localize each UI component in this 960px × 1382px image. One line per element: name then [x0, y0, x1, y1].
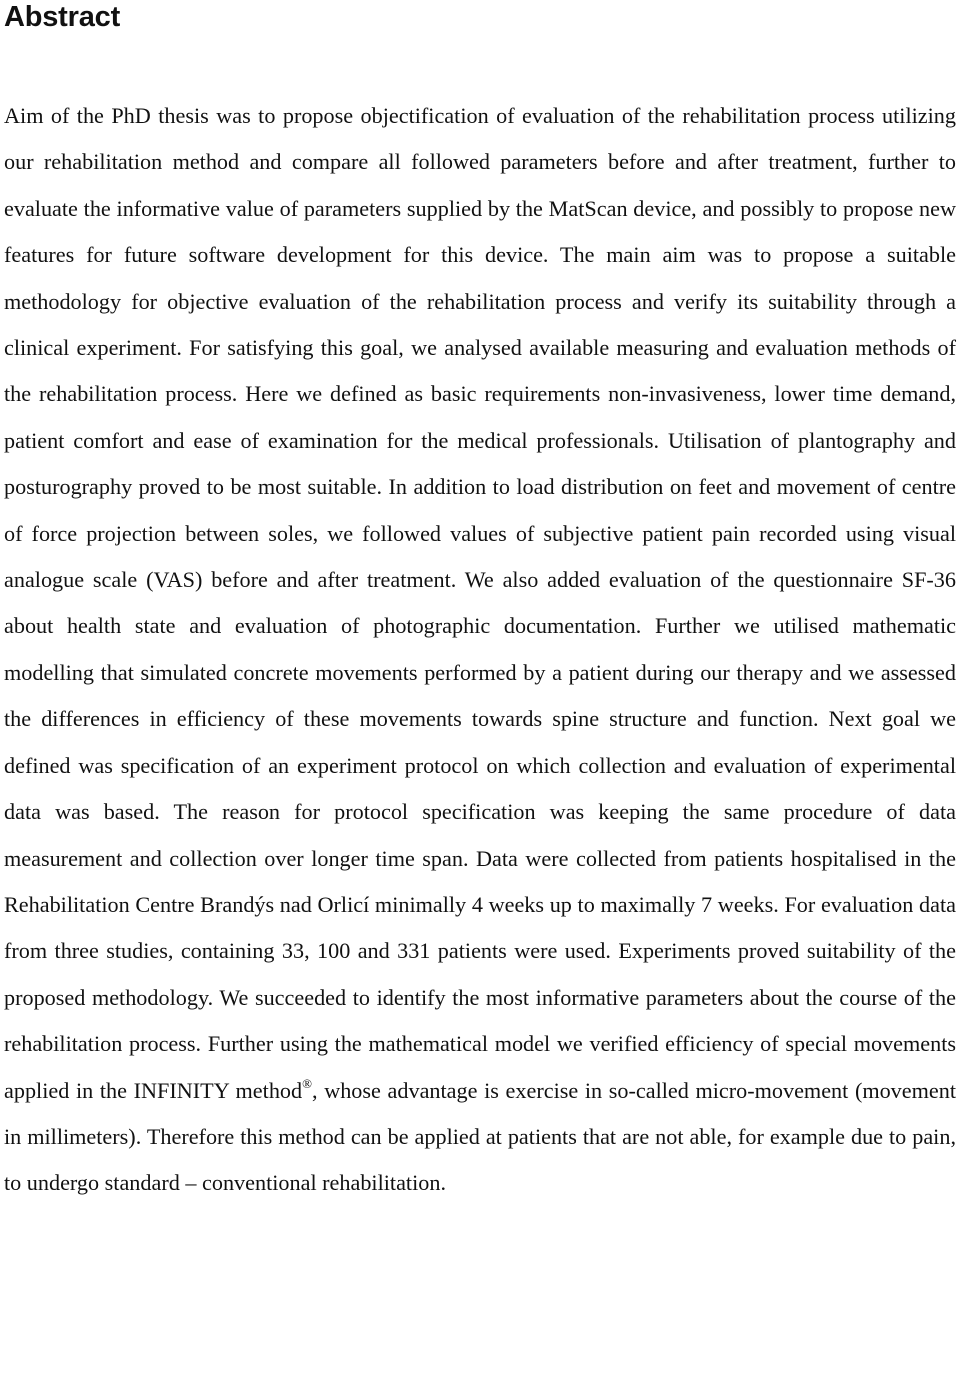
registered-trademark-mark: ® [302, 1075, 312, 1091]
abstract-text: Aim of the PhD thesis was to propose objectification of evaluation of the rehabilitation process utilizing our rehabilitation method and compare all followed parameters before and after treatment, further to evaluate the informative value of parameters supplied by the MatScan device, and possibly to propose new features for future software development for this device. The main aim was to propose a suitable methodology for objective evaluation of the rehabilitation process and verify its suitability through a clinical experiment. For satisfying this goal, we analysed available measuring and evaluation methods of the rehabilitation process. Here we defined as basic requirements non-invasiveness, lower time demand, patient comfort and ease of examination for the medical professionals. Utilisation of plantography and posturography proved to be most suitable. In addition to load distribution on feet and movement of centre of force projection between soles, we followed values of subjective patient pain recorded using visual analogue scale (VAS) before and after treatment. We also added evaluation of the questionnaire SF-36 about health state and evaluation of photographic documentation. Further we utilised mathematic modelling that simulated concrete movements performed by a patient during our therapy and we assessed the differences in efficiency of these movements towards spine structure and function. Next goal we defined was specification of an experiment protocol on which collection and evaluation of experimental data was based. The reason for protocol specification was keeping the same procedure of data measurement and collection over longer time span. Data were collected from patients hospitalised in the Rehabilitation Centre Brandýs nad Orlicí minimally 4 weeks up to maximally 7 weeks. For evaluation data from three studies, containing 33, 100 and 331 patients were used. Experiments proved suitability of the proposed methodology. We succeeded to identify the most informative parameters about the course of the rehabilitation process. Further using the mathematical model we verified efficiency of special movements applied in the INFINITY method [4, 103, 956, 1103]
abstract-text-continued: , whose advantage is exercise in so-called micro-movement (movement in millimeters). Therefore this method can be applied at patients that are not able, for example due to pain, to undergo standard – conventional rehabilitation. [4, 1077, 956, 1196]
abstract-paragraph [4, 93, 956, 1207]
section-heading: Abstract [4, 1, 121, 33]
